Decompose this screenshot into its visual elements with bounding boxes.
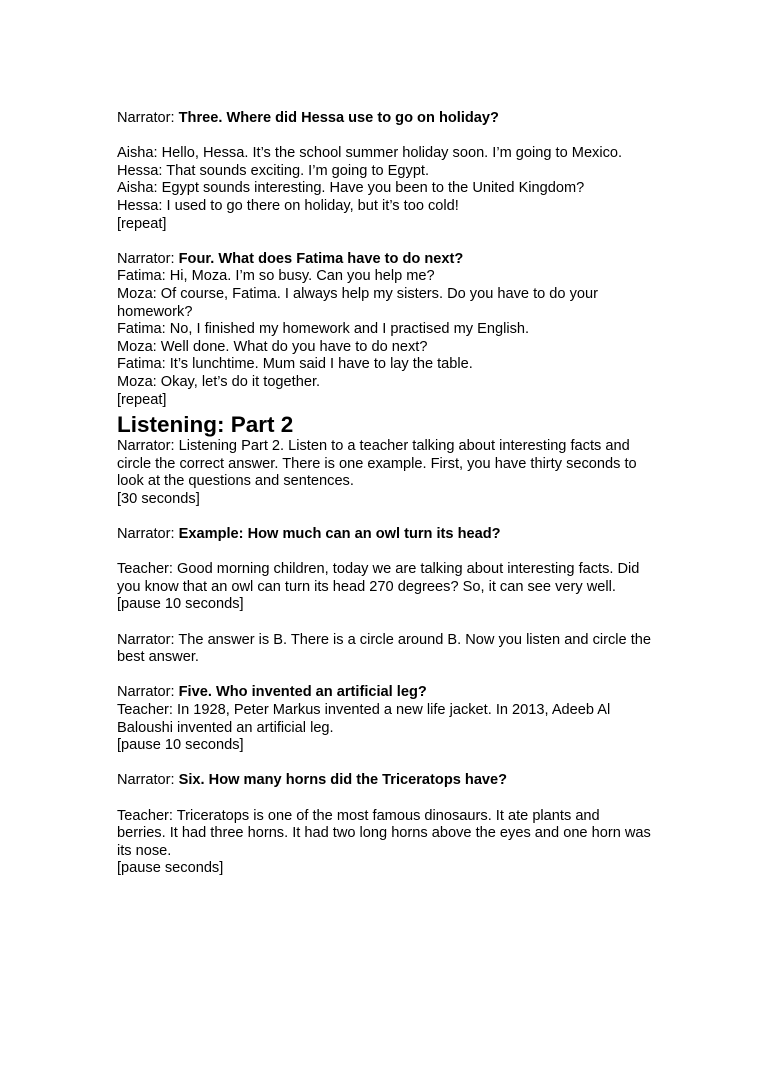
dialogue-line: Fatima: Hi, Moza. I’m so busy. Can you help me?: [117, 268, 435, 285]
question-3-line: [117, 110, 652, 128]
narrator-label: Narrator:: [117, 684, 179, 701]
question-5-line: [117, 684, 652, 702]
dialogue-line: Moza: Of course, Fatima. I always help my sisters. Do you have to do your homework?: [117, 285, 598, 320]
section-heading: Listening: Part 2: [117, 412, 294, 438]
answer-note: Narrator: The answer is B. There is a circle around B. Now you listen and circle the best answer.: [117, 631, 651, 666]
pause-note: [pause 10 seconds]: [117, 737, 244, 754]
spacer: [117, 128, 652, 146]
question-6-text: Six. How many horns did the Triceratops have?: [178, 772, 508, 789]
spacer: [117, 508, 652, 526]
question-6-line: [117, 772, 652, 790]
spacer: [117, 667, 652, 685]
spacer: [117, 614, 652, 632]
dialogue-line: Aisha: Hello, Hessa. It’s the school summer holiday soon. I’m going to Mexico.: [117, 145, 623, 162]
pause-note: [pause 10 seconds]: [117, 596, 244, 613]
document-page: [117, 110, 652, 878]
narrator-label: Narrator:: [117, 250, 179, 267]
narrator-label: Narrator:: [117, 526, 179, 543]
question-4-text: Four. What does Fatima have to do next?: [178, 250, 464, 267]
intro-text: Narrator: Listening Part 2. Listen to a teacher talking about interesting facts and circle the correct answer. There is one example. First, you have thirty seconds to look at the questions and sentences.: [117, 438, 637, 490]
teacher-line: Teacher: Triceratops is one of the most famous dinosaurs. It ate plants and berries. It had three horns. It had two long horns above the eyes and one horn was its nose.: [117, 807, 651, 859]
dialogue-line: Fatima: No, I finished my homework and I practised my English.: [117, 321, 530, 338]
example-question-text: Example: How much can an owl turn its head?: [178, 526, 501, 543]
question-4-line: [117, 251, 652, 269]
teacher-line: Teacher: In 1928, Peter Markus invented a new life jacket. In 2013, Adeeb Al Baloushi invented an artificial leg.: [117, 702, 611, 736]
repeat-note: [repeat]: [117, 215, 167, 232]
spacer: [117, 790, 652, 808]
spacer: [117, 233, 652, 251]
dialogue-line: Moza: Well done. What do you have to do next?: [117, 338, 428, 355]
teacher-line: Teacher: Good morning children, today we are talking about interesting facts. Did you know that an owl can turn its head 270 degrees? So, it can see very well.: [117, 561, 640, 595]
spacer: [117, 544, 652, 562]
dialogue-line: Hessa: I used to go there on holiday, but it’s too cold!: [117, 197, 459, 214]
dialogue-line: Aisha: Egypt sounds interesting. Have you been to the United Kingdom?: [117, 180, 585, 197]
narrator-label: Narrator:: [117, 110, 179, 126]
pause-note: [30 seconds]: [117, 490, 200, 507]
dialogue-line: Hessa: That sounds exciting. I’m going to Egypt.: [117, 162, 430, 179]
question-3-text: Three. Where did Hessa use to go on holiday?: [178, 110, 499, 126]
spacer: [117, 755, 652, 773]
narrator-label: Narrator:: [117, 772, 179, 789]
repeat-note: [repeat]: [117, 391, 167, 408]
dialogue-line: Moza: Okay, let’s do it together.: [117, 373, 321, 390]
dialogue-line: Fatima: It’s lunchtime. Mum said I have to lay the table.: [117, 356, 473, 373]
pause-note: [pause seconds]: [117, 860, 224, 877]
example-question-line: [117, 526, 652, 544]
question-5-text: Five. Who invented an artificial leg?: [178, 684, 427, 701]
